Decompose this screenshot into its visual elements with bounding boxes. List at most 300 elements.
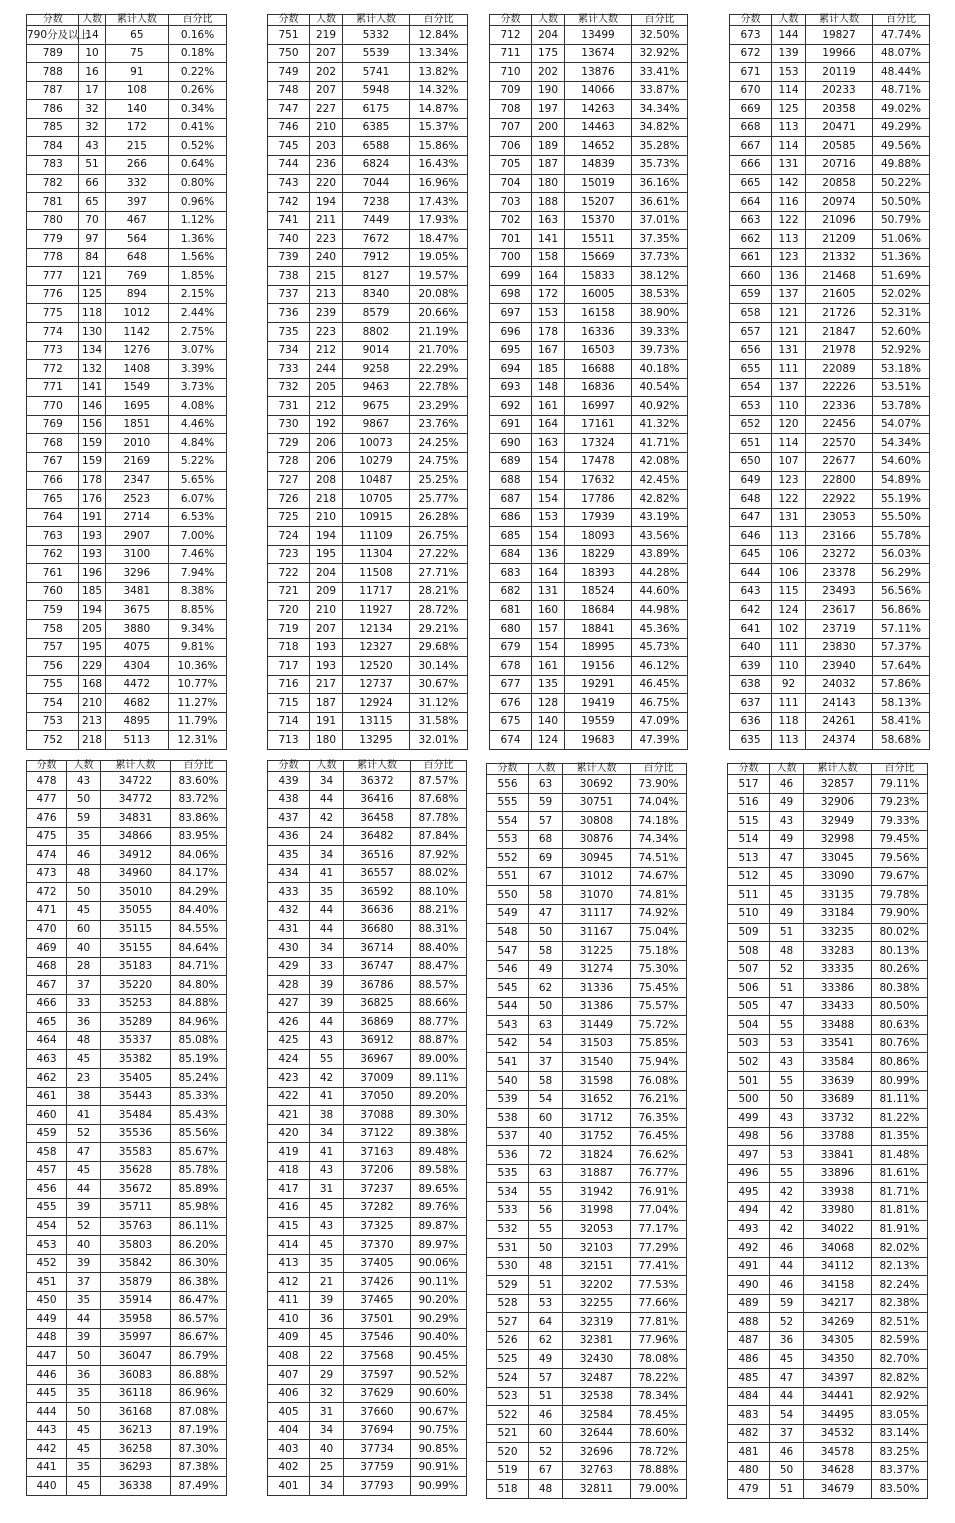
table-cell: 83.60% [171, 772, 227, 791]
table-cell: 488 [728, 1313, 770, 1332]
table-cell: 110 [772, 657, 806, 676]
table-cell: 85.56% [171, 1124, 227, 1143]
table-cell: 564 [105, 230, 168, 249]
table-row [490, 26, 688, 45]
table-cell: 36 [67, 1013, 101, 1032]
table-cell: 37122 [344, 1124, 411, 1143]
table-cell: 541 [487, 1053, 529, 1072]
table-header-row [730, 15, 930, 26]
table-cell: 80.02% [872, 923, 928, 942]
table-cell: 477 [27, 790, 67, 809]
column-header: 累计人数 [563, 764, 631, 775]
table-cell: 56.03% [873, 545, 930, 564]
table-cell: 408 [268, 1347, 310, 1366]
table-cell: 29.68% [410, 638, 468, 657]
table-cell: 50 [67, 1347, 101, 1366]
table-row [487, 997, 687, 1016]
table-cell: 35183 [101, 957, 171, 976]
table-cell: 35763 [101, 1217, 171, 1236]
table-cell: 32811 [563, 1480, 631, 1499]
table-cell: 51 [770, 1480, 804, 1499]
table-cell: 52.31% [873, 304, 930, 323]
table-cell: 206 [310, 452, 343, 471]
table-cell: 496 [728, 1164, 770, 1183]
table-cell: 88.31% [411, 920, 467, 939]
table-cell: 502 [728, 1053, 770, 1072]
table-cell: 505 [728, 997, 770, 1016]
table-row [268, 1273, 467, 1292]
table-cell: 31598 [563, 1072, 631, 1091]
table-row [730, 452, 930, 471]
table-cell: 172 [532, 285, 565, 304]
table-cell: 37009 [344, 1069, 411, 1088]
table-row [730, 397, 930, 416]
table-cell: 9675 [343, 397, 410, 416]
table-cell: 44 [770, 1257, 804, 1276]
table-cell: 435 [268, 846, 310, 865]
table-row [27, 471, 227, 490]
table-row [27, 1254, 227, 1273]
table-cell: 19966 [806, 44, 873, 63]
table-row [490, 44, 688, 63]
table-row [728, 904, 928, 923]
table-cell: 37163 [344, 1143, 411, 1162]
table-cell: 787 [27, 81, 79, 100]
table-cell: 510 [728, 904, 770, 923]
table-cell: 113 [772, 527, 806, 546]
table-cell: 81.61% [872, 1164, 928, 1183]
table-cell: 36592 [344, 883, 411, 902]
table-cell: 489 [728, 1294, 770, 1313]
table-row [730, 712, 930, 731]
table-cell: 45 [770, 867, 804, 886]
table-cell: 31998 [563, 1201, 631, 1220]
table-row [27, 620, 227, 639]
column-header: 百分比 [411, 761, 467, 772]
table-cell: 17.93% [410, 211, 468, 230]
table-cell: 114 [772, 434, 806, 453]
table-cell: 84.71% [171, 957, 227, 976]
table-cell: 113 [772, 731, 806, 750]
table-cell: 0.64% [169, 155, 227, 174]
table-row [730, 471, 930, 490]
table-cell: 30692 [563, 775, 631, 794]
table-cell: 752 [27, 731, 79, 750]
table-cell: 46 [67, 846, 101, 865]
table-row [728, 923, 928, 942]
table-cell: 485 [728, 1369, 770, 1388]
table-cell: 416 [268, 1198, 310, 1217]
table-cell: 153 [532, 508, 565, 527]
table-cell: 36869 [344, 1013, 411, 1032]
table-cell: 5.22% [169, 452, 227, 471]
table-cell: 761 [27, 564, 79, 583]
table-cell: 16158 [565, 304, 632, 323]
table-row [268, 638, 468, 657]
table-cell: 81.11% [872, 1090, 928, 1109]
table-row [268, 1403, 467, 1422]
table-cell: 36825 [344, 994, 411, 1013]
table-cell: 27.71% [410, 564, 468, 583]
table-cell: 679 [490, 638, 532, 657]
table-cell: 89.38% [411, 1124, 467, 1143]
table-cell: 54 [770, 1406, 804, 1425]
table-cell: 55 [770, 1072, 804, 1091]
table-cell: 123 [772, 248, 806, 267]
table-cell: 651 [730, 434, 772, 453]
column-header: 人数 [772, 15, 806, 26]
table-row [27, 100, 227, 119]
table-cell: 748 [268, 81, 310, 100]
table-cell: 75 [105, 44, 168, 63]
table-cell: 18229 [565, 545, 632, 564]
table-cell: 674 [490, 731, 532, 750]
table-cell: 745 [268, 137, 310, 156]
table-cell: 180 [310, 731, 343, 750]
table-row [490, 694, 688, 713]
table-cell: 37 [67, 976, 101, 995]
table-cell: 121 [772, 323, 806, 342]
table-cell: 212 [310, 341, 343, 360]
table-cell: 20358 [806, 100, 873, 119]
table-row [730, 81, 930, 100]
table-cell: 530 [487, 1257, 529, 1276]
table-row [268, 994, 467, 1013]
table-cell: 153 [532, 304, 565, 323]
table-cell: 37.73% [632, 248, 688, 267]
table-cell: 39 [67, 1328, 101, 1347]
table-row [728, 1034, 928, 1053]
table-row [487, 1072, 687, 1091]
table-cell: 44 [310, 901, 344, 920]
table-row [268, 174, 468, 193]
table-cell: 197 [532, 100, 565, 119]
table-row [27, 1384, 227, 1403]
table-cell: 13876 [565, 63, 632, 82]
table-cell: 211 [310, 211, 343, 230]
table-cell: 34217 [804, 1294, 872, 1313]
table-cell: 9014 [343, 341, 410, 360]
table-row [27, 452, 227, 471]
table-cell: 663 [730, 211, 772, 230]
table-cell: 42 [770, 1183, 804, 1202]
table-cell: 531 [487, 1239, 529, 1258]
table-cell: 80.86% [872, 1053, 928, 1072]
table-row [487, 886, 687, 905]
table-cell: 31117 [563, 904, 631, 923]
table-cell: 86.20% [171, 1236, 227, 1255]
table-cell: 4682 [105, 694, 168, 713]
table-cell: 110 [772, 397, 806, 416]
table-cell: 4.08% [169, 397, 227, 416]
table-cell: 83.37% [872, 1461, 928, 1480]
table-row [490, 211, 688, 230]
table-cell: 24374 [806, 731, 873, 750]
table-cell: 56.86% [873, 601, 930, 620]
table-row [268, 1254, 467, 1273]
table-cell: 3675 [105, 601, 168, 620]
table-cell: 648 [730, 490, 772, 509]
table-cell: 34628 [804, 1461, 872, 1480]
table-cell: 50 [529, 923, 563, 942]
table-cell: 34112 [804, 1257, 872, 1276]
table-cell: 38.12% [632, 267, 688, 286]
table-cell: 469 [27, 939, 67, 958]
table-cell: 55 [529, 1220, 563, 1239]
table-cell: 6385 [343, 118, 410, 137]
table-cell: 83.95% [171, 827, 227, 846]
table-cell: 758 [27, 620, 79, 639]
table-cell: 24261 [806, 712, 873, 731]
table-cell: 34 [310, 939, 344, 958]
table-cell: 43 [67, 772, 101, 791]
table-cell: 425 [268, 1031, 310, 1050]
table-cell: 79.45% [872, 830, 928, 849]
table-cell: 14839 [565, 155, 632, 174]
table-header-row [268, 15, 468, 26]
table-cell: 45 [67, 1440, 101, 1459]
table-cell: 32998 [804, 830, 872, 849]
column-header: 百分比 [631, 764, 687, 775]
table-cell: 705 [490, 155, 532, 174]
table-cell: 35253 [101, 994, 171, 1013]
table-row [268, 694, 468, 713]
table-cell: 8579 [343, 304, 410, 323]
table-cell: 22570 [806, 434, 873, 453]
table-cell: 31.58% [410, 712, 468, 731]
table-cell: 23.29% [410, 397, 468, 416]
table-row [268, 1291, 467, 1310]
table-cell: 5741 [343, 63, 410, 82]
table-cell: 785 [27, 118, 79, 137]
table-cell: 14.32% [410, 81, 468, 100]
table-row [27, 304, 227, 323]
table-cell: 26.28% [410, 508, 468, 527]
table-row [268, 100, 468, 119]
table-cell: 239 [310, 304, 343, 323]
table-cell: 50.79% [873, 211, 930, 230]
table-cell: 36118 [101, 1384, 171, 1403]
table-cell: 551 [487, 867, 529, 886]
table-row [268, 772, 467, 791]
table-cell: 77.04% [631, 1201, 687, 1220]
table-cell: 58.13% [873, 694, 930, 713]
table-cell: 43 [770, 812, 804, 831]
table-cell: 661 [730, 248, 772, 267]
table-row [27, 772, 227, 791]
table-cell: 60 [529, 1424, 563, 1443]
table-cell: 452 [27, 1254, 67, 1273]
table-cell: 82.02% [872, 1239, 928, 1258]
table-row [27, 883, 227, 902]
table-cell: 51 [770, 923, 804, 942]
table-row [27, 248, 227, 267]
table-cell: 34397 [804, 1369, 872, 1388]
table-cell: 554 [487, 812, 529, 831]
table-cell: 511 [728, 886, 770, 905]
table-cell: 45 [67, 901, 101, 920]
table-cell: 656 [730, 341, 772, 360]
column-header: 人数 [67, 761, 101, 772]
table-cell: 650 [730, 452, 772, 471]
table-cell: 16 [79, 63, 105, 82]
table-cell: 780 [27, 211, 79, 230]
table-cell: 35443 [101, 1087, 171, 1106]
table-cell: 671 [730, 63, 772, 82]
table-cell: 39 [310, 994, 344, 1013]
table-cell: 154 [532, 490, 565, 509]
table-cell: 187 [310, 694, 343, 713]
table-cell: 37206 [344, 1161, 411, 1180]
table-cell: 473 [27, 864, 67, 883]
table-cell: 429 [268, 957, 310, 976]
table-cell: 210 [310, 508, 343, 527]
table-row [27, 827, 227, 846]
table-cell: 32696 [563, 1443, 631, 1462]
table-cell: 55.19% [873, 490, 930, 509]
table-row [487, 1461, 687, 1480]
table-cell: 36680 [344, 920, 411, 939]
table-cell: 769 [105, 267, 168, 286]
table-cell: 54 [529, 1034, 563, 1053]
table-cell: 207 [310, 620, 343, 639]
table-row [268, 118, 468, 137]
table-cell: 2523 [105, 490, 168, 509]
table-cell: 43 [310, 1217, 344, 1236]
table-cell: 729 [268, 434, 310, 453]
table-row [268, 1217, 467, 1236]
table-cell: 22677 [806, 452, 873, 471]
table-cell: 42.08% [632, 452, 688, 471]
table-cell: 37.35% [632, 230, 688, 249]
table-cell: 38 [67, 1087, 101, 1106]
table-row [487, 904, 687, 923]
table-cell: 36083 [101, 1366, 171, 1385]
table-cell: 790分及以上 [27, 26, 79, 45]
table-cell: 32151 [563, 1257, 631, 1276]
table-cell: 514 [728, 830, 770, 849]
table-cell: 491 [728, 1257, 770, 1276]
table-cell: 698 [490, 285, 532, 304]
table-cell: 12327 [343, 638, 410, 657]
table-cell: 77.66% [631, 1294, 687, 1313]
table-cell: 34 [310, 772, 344, 791]
table-cell: 37660 [344, 1403, 411, 1422]
table-cell: 418 [268, 1161, 310, 1180]
table-cell: 29 [310, 1366, 344, 1385]
table-cell: 14263 [565, 100, 632, 119]
table-row [27, 864, 227, 883]
table-cell: 20585 [806, 137, 873, 156]
table-cell: 40.18% [632, 360, 688, 379]
table-row [487, 1053, 687, 1072]
table-row [268, 1143, 467, 1162]
table-cell: 167 [532, 341, 565, 360]
table-cell: 111 [772, 360, 806, 379]
table-cell: 33841 [804, 1146, 872, 1165]
table-row [268, 675, 468, 694]
table-cell: 90.06% [411, 1254, 467, 1273]
table-row [268, 1180, 467, 1199]
table-row [487, 1387, 687, 1406]
score-table [26, 760, 227, 1496]
table-cell: 770 [27, 397, 79, 416]
table-cell: 46 [529, 1406, 563, 1425]
table-cell: 35.28% [632, 137, 688, 156]
table-row [27, 527, 227, 546]
table-cell: 638 [730, 675, 772, 694]
table-cell: 35711 [101, 1198, 171, 1217]
table-cell: 44 [310, 1013, 344, 1032]
table-cell: 24.75% [410, 452, 468, 471]
table-cell: 84.64% [171, 939, 227, 958]
table-cell: 445 [27, 1384, 67, 1403]
table-cell: 46 [770, 775, 804, 794]
table-cell: 431 [268, 920, 310, 939]
table-row [268, 1161, 467, 1180]
table-cell: 114 [772, 137, 806, 156]
table-cell: 189 [532, 137, 565, 156]
table-cell: 684 [490, 545, 532, 564]
table-cell: 475 [27, 827, 67, 846]
table-cell: 62 [529, 979, 563, 998]
table-cell: 85.43% [171, 1106, 227, 1125]
score-table [26, 14, 227, 750]
table-row [490, 397, 688, 416]
table-row [268, 452, 468, 471]
table-cell: 36516 [344, 846, 411, 865]
table-cell: 0.41% [169, 118, 227, 137]
table-cell: 55 [770, 1164, 804, 1183]
table-cell: 113 [772, 118, 806, 137]
table-cell: 46 [770, 1239, 804, 1258]
table-cell: 644 [730, 564, 772, 583]
table-row [268, 490, 468, 509]
table-cell: 537 [487, 1127, 529, 1146]
table-row [268, 415, 468, 434]
table-cell: 57.11% [873, 620, 930, 639]
table-row [27, 415, 227, 434]
table-cell: 35958 [101, 1310, 171, 1329]
column-header: 人数 [529, 764, 563, 775]
table-cell: 2.44% [169, 304, 227, 323]
column-header: 分数 [268, 761, 310, 772]
table-row [27, 230, 227, 249]
table-row [27, 508, 227, 527]
table-cell: 51 [770, 979, 804, 998]
table-row [728, 1090, 928, 1109]
table-cell: 160 [532, 601, 565, 620]
table-row [268, 864, 467, 883]
table-cell: 47 [770, 997, 804, 1016]
table-row [27, 211, 227, 230]
table-cell: 35115 [101, 920, 171, 939]
table-cell: 474 [27, 846, 67, 865]
table-cell: 45.73% [632, 638, 688, 657]
table-cell: 76.77% [631, 1164, 687, 1183]
table-row [27, 976, 227, 995]
table-cell: 125 [79, 285, 105, 304]
table-cell: 90.99% [411, 1477, 467, 1496]
table-cell: 43.19% [632, 508, 688, 527]
table-cell: 641 [730, 620, 772, 639]
table-cell: 30751 [563, 793, 631, 812]
table-cell: 74.04% [631, 793, 687, 812]
table-row [728, 849, 928, 868]
table-cell: 765 [27, 490, 79, 509]
table-cell: 19683 [565, 731, 632, 750]
table-row [730, 415, 930, 434]
